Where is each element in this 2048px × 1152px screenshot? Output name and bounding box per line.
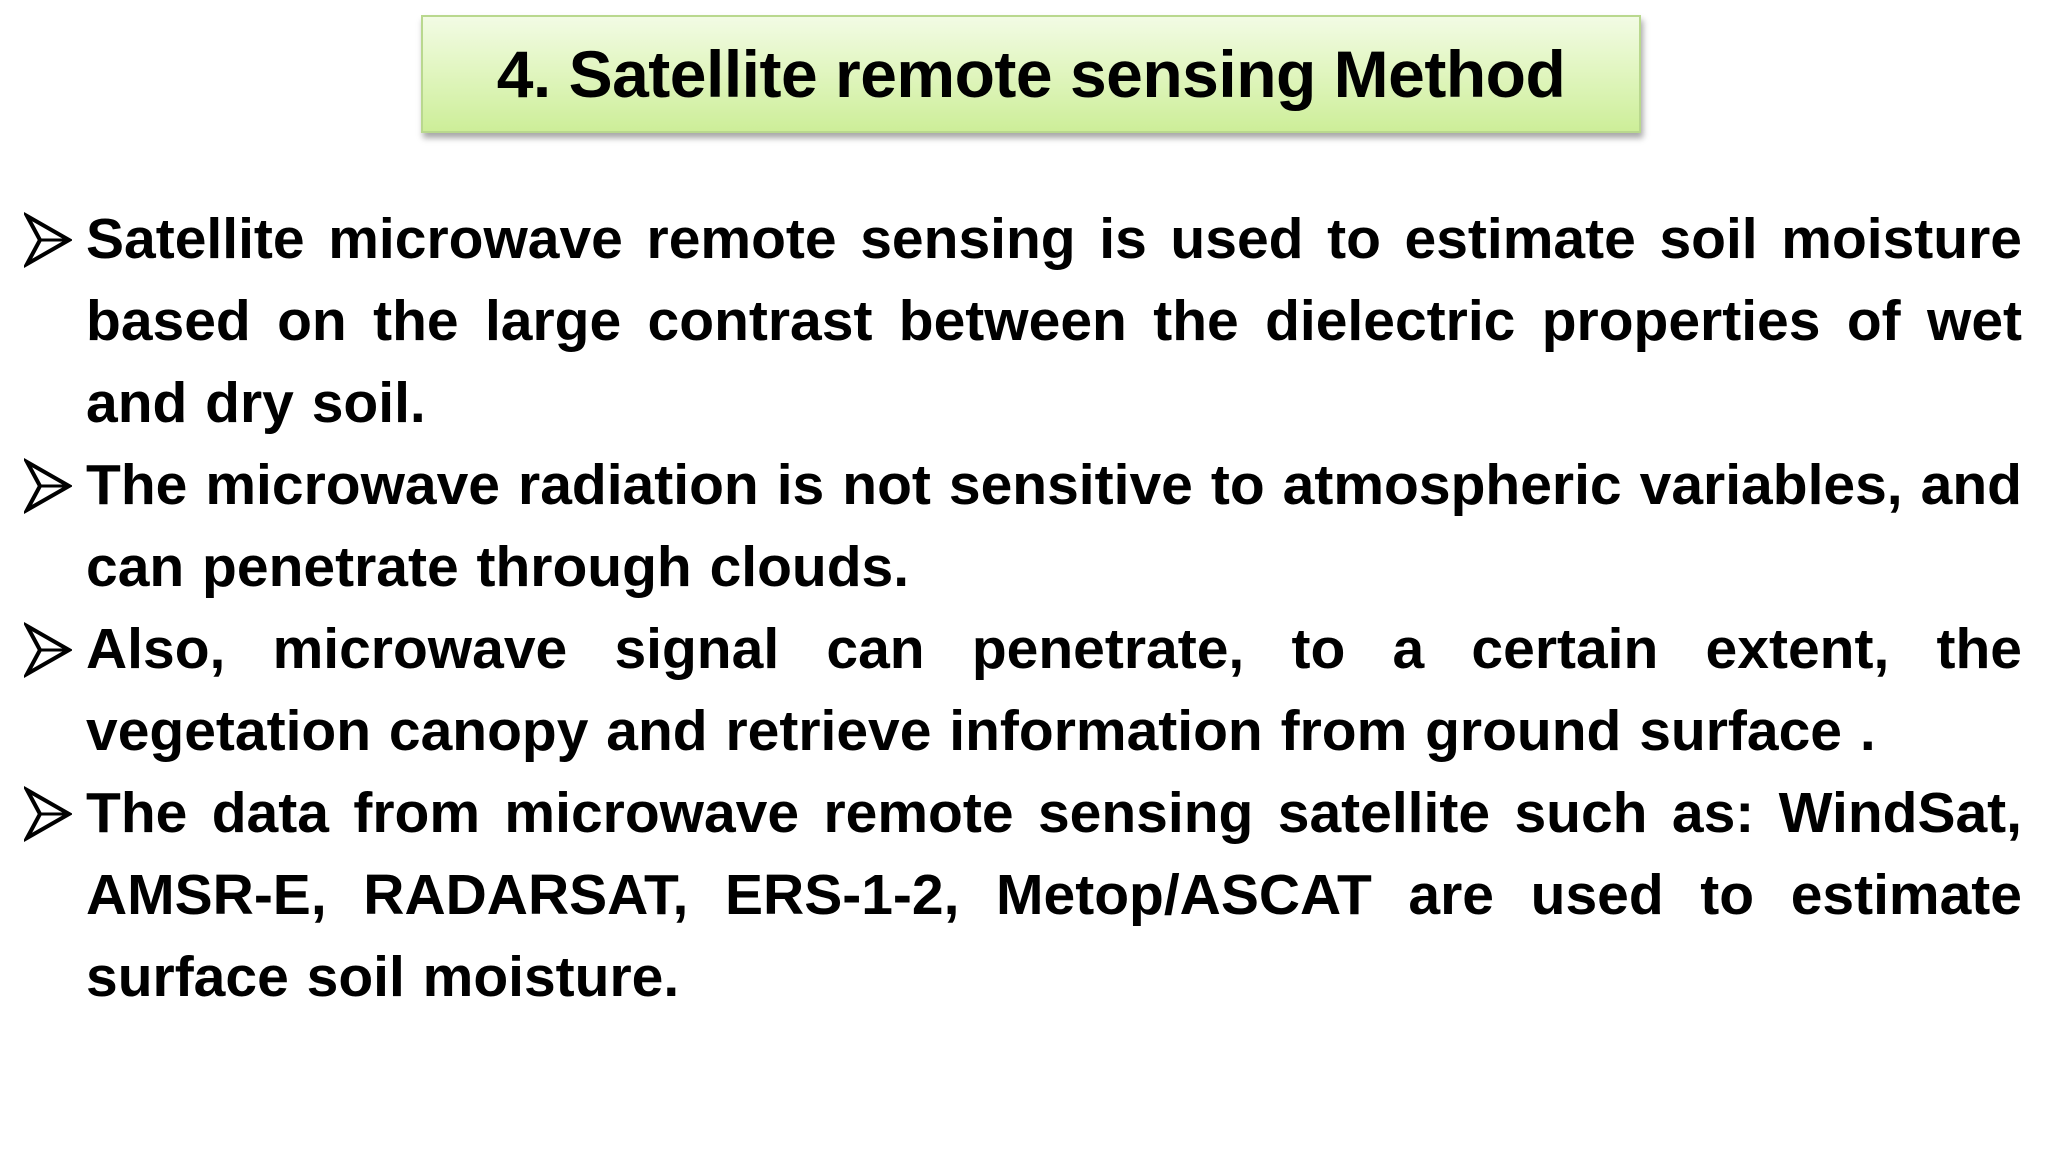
title-box: [421, 15, 1641, 133]
slide-title: 4. Satellite remote sensing Method: [496, 37, 1566, 111]
bullet-text: Satellite microwave remote sensing is used to estimate soil moisture based on the large contrast between the dielectric properties of wet and dry soil.: [86, 207, 2022, 435]
arrow-bullet-icon: [24, 456, 72, 516]
bullet-item: [22, 608, 2022, 772]
arrow-bullet-icon: [24, 784, 72, 844]
bullet-text: Also, microwave signal can penetrate, to a certain extent, the vegetation canopy and retrieve information from ground surface .: [86, 617, 2022, 763]
bullet-list: [22, 198, 2022, 1018]
bullet-item: [22, 198, 2022, 444]
bullet-item: [22, 772, 2022, 1018]
bullet-text: The data from microwave remote sensing satellite such as: WindSat, AMSR-E, RADARSAT, ERS-1-2, Metop/ASCAT are used to estimate surface soil moisture.: [86, 781, 2022, 1009]
arrow-bullet-icon: [24, 210, 72, 270]
bullet-text: The microwave radiation is not sensitive to atmospheric variables, and can penetrate through clouds.: [86, 453, 2022, 599]
arrow-bullet-icon: [24, 620, 72, 680]
bullet-item: [22, 444, 2022, 608]
